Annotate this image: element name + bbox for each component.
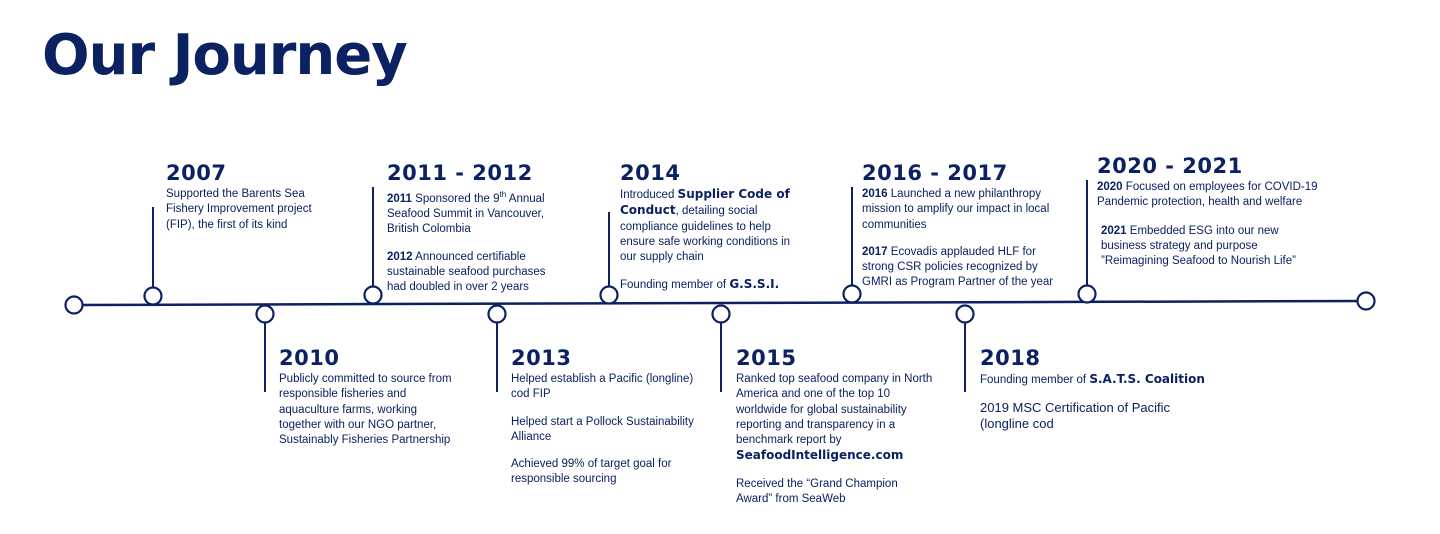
entry-text: Annual Seafood Summit in Vancouver, British Colombia [387,192,545,236]
entry-bold-text: SeafoodIntelligence.com [736,448,904,463]
timeline-axis [74,301,1366,305]
entry-paragraph [980,372,1220,388]
entry-text: Helped start a Pollock Sustainability Alliance [511,415,694,443]
entry-text: Focused on employees for COVID-19 Pandemic protection, health and welfare [1097,181,1318,209]
sub-year: 2020 [1097,181,1123,193]
entry-text: Sponsored the 9 [411,192,500,205]
entry-text: Announced certifiable sustainable seafood purchases had doubled in over 2 years [387,250,546,294]
entry-paragraph-2017 [862,245,1062,291]
timeline-end-node [1358,293,1375,310]
sub-year: 2012 [387,250,413,263]
entry-text: Launched a new philanthropy mission to amplify our impact in local communities [862,188,1050,231]
node-2011 [365,287,382,304]
entry-2014 [620,160,800,294]
entry-bold-text: Supplier Code of Conduct [620,187,790,218]
entry-text: Ranked top seafood company in North America and one of the top 10 worldwide for global sustainability reporting and transparency in a benchmark report by [736,373,933,447]
entry-year: 2011 - 2012 [387,161,533,185]
entry-text: Helped establish a Pacific (longline) cod FIP [511,373,694,401]
entry-year: 2015 [736,346,797,370]
entry-year: 2014 [620,161,681,185]
entry-2020-2021 [1097,153,1319,269]
node-2018 [957,306,974,323]
entry-text: Achieved 99% of target goal for responsible sourcing [511,458,672,486]
node-2010 [257,306,274,323]
entry-paragraph-2021 [1097,224,1319,270]
node-2014 [601,287,618,304]
sub-year: 2017 [862,245,888,258]
entry-year: 2020 - 2021 [1097,154,1243,178]
page-title: Our Journey [42,23,407,88]
entry-paragraph-2011 [387,187,559,238]
entry-2010 [279,345,457,448]
entry-text: , detailing social compliance guidelines to help ensure safe working conditions in our supply chain [620,205,791,264]
node-2016 [844,286,861,303]
entry-2007 [166,160,341,233]
entry-text: Supported the Barents Sea Fishery Improvement project (FIP), the first of its kind [166,188,312,231]
entry-text: Introduced [620,189,678,201]
entry-2018 [980,345,1220,432]
entry-bold-text: S.A.T.S. Coalition [1089,372,1205,386]
sub-year: 2021 [1101,224,1127,237]
node-2015 [713,306,730,323]
timeline-start-node [66,297,83,314]
entry-year: 2007 [166,161,227,185]
entry-2015 [736,345,934,507]
node-2013 [489,306,506,323]
entry-text: Received the “Grand Champion Award” from SeaWeb [736,477,898,506]
entry-2016-2017 [862,160,1062,291]
entry-text: Founding member of [620,279,730,292]
entry-paragraph [620,277,800,293]
entry-year: 2013 [511,346,572,370]
entry-paragraph-2012 [387,250,559,296]
entry-text: Publicly committed to source from responsible fisheries and aquaculture farms, working together with our NGO partner, Sustainably Fisheries Partnership [279,373,452,447]
superscript: th [499,190,507,199]
entry-text: 2019 MSC Certification of Pacific (longline cod [980,400,1171,432]
node-2007 [145,288,162,305]
entry-text: Ecovadis applauded HLF for strong CSR policies recognized by GMRI as Program Partner of the year [862,245,1054,289]
entry-2013 [511,345,706,488]
entry-year: 2018 [980,346,1041,370]
entry-paragraph [620,187,800,265]
entry-year: 2010 [279,346,340,370]
entry-2011-2012 [387,160,559,296]
node-2020 [1079,286,1096,303]
entry-text: Embedded ESG into our new business strategy and purpose ”Reimagining Seafood to Nourish Life” [1101,224,1296,268]
sub-year: 2011 [387,192,412,205]
entry-year: 2016 - 2017 [862,161,1008,185]
entry-paragraph-2016 [862,187,1062,233]
sub-year: 2016 [862,188,888,200]
entry-paragraph-2020 [1097,180,1319,211]
entry-bold-text: G.S.S.I. [729,277,780,292]
entry-text: Founding member of [980,374,1090,386]
entry-paragraph [736,372,934,465]
